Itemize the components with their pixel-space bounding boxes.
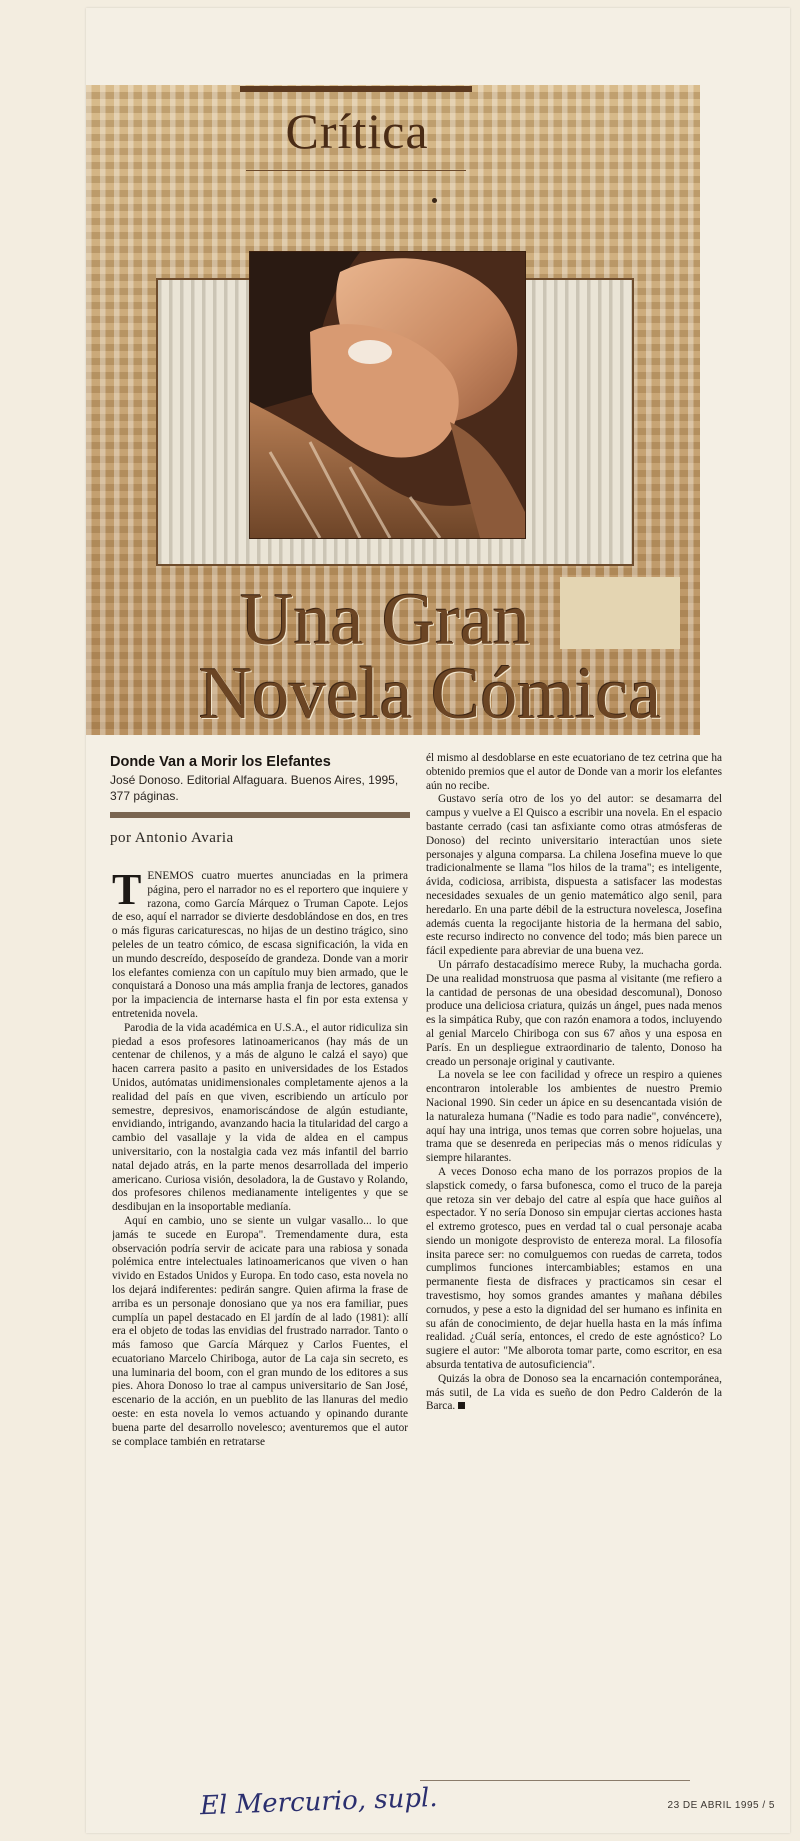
article-paragraph: La novela se lee con facilidad y ofrece un respiro a quienes encontraron intolerable los ambientes de nuestro Premio Nacional 1990. Sin ceder un ápice en su desencantada visión de la naturaleza humana ("Nadie es todo para nadie", convénceте), aquí hay una intriga, unos temas que corren sobre hojuelas, una trama que se desenreda en peripecias más o menos ridículas y siempre hilarantes. [426, 1069, 722, 1165]
article-paragraph: Parodia de la vida académica en U.S.A., el autor ridiculiza sin piedad a esos profesores latinoamericanos (hay más de un centenar de chilenos, y a más de alguno le calzá el sayo) que hacen carrera pasito a pasito en universidades de los Estados Unidos, autómatas unidimensionales completamente ajenos a la realidad del país en que viven, escribiendo un artículo por semestre, depresivos, enamoriscándose de algún estudiante, envidiando, intrigando, avanzando hacia la titularidad del cargo a cambio del vasallaje y la vida de aldea en el campus universitario, con la nostalgia cada vez más infantil del barrio natal dejado atrás, en la parte menos desarrollada del imperio americano. Curiosa visión, desoladora, la de Gustavo y Rolando, dos profesores chilenos medianamente inteligentes y que se desdibujan en la insoportable medianía. [112, 1021, 408, 1214]
article-paragraph: Un párrafo destacadísimo merece Ruby, la muchacha gorda. De una realidad monstruosa que pasma al visitante (me refiero a la cantidad de personas de una obesidad descomunal), Donoso produce una deliciosa criatura, quizás un ángel, pues nada menos es la simpática Ruby, que con razón enamora a todos, incluyendo al genial Marcelo Chiriboga con sus 67 años y una esposa en París. En un despliegue extraordinario de talento, Donoso ha creado un personaje original y cautivante. [426, 958, 722, 1068]
paragraph-text: Quizás la obra de Donoso sea la encarnación contemporánea, más sutil, de La vida es sueño de don Pedro Calderón de la Barca. [426, 1372, 722, 1413]
footer-date: 23 DE ABRIL 1995 / 5 [667, 1800, 775, 1811]
illustration-image [249, 251, 526, 539]
article-column-left [112, 870, 408, 1775]
article-paragraph: Gustavo sería otro de los yo del autor: se desamarra del campus y vuelve a El Quisco a escribir una novela. En el espacio bastante cerrado (casi tan asfixiante como otras atmósferas de Donoso) del recinto universitario interactúan unos siete personajes y alguna comparsa. La chilena Josefina mueve lo que tradicionalmente se llama "los hilos de la trama"; es inteligente, ávida, codiciosa, arribista, dispuesta a satisfacer las modestas necesidades sexuales de un genio matemático algo senil, para heredarlo. En una parte débil de la estructura novelesca, Josefina además cuenta la regocijante historia de la hermana del sabio, este recurso indirecto no convence del todo; más bien parece un fácil expediente para abreviar de una buena vez. [426, 793, 722, 958]
article-paragraph: él mismo al desdoblarse en este ecuatoriano de tez cetrina que ha obtenido premios que el autor de Donde van a morir los elefantes aún no recibe. [426, 752, 722, 792]
byline: por Antonio Avaria [110, 830, 234, 846]
paragraph-text: ENEMOS cuatro muertes anunciadas en la primera página, pero el narrador no es el reportero que inquiere y razona, como García Márquez o Truman Capote. Lejos de eso, aquí el narrador se divierte desdoblándose en dos, en tres o más figuras caricaturescas, no hijas de un destino trágico, sino peleles de un teatro cómico, de escasa significación, la vida en un mundo descreído, desposeído de grandeza. Donde van a morir los elefantes comienza con un capítulo muy bien armado, que le conquistará a Donoso una más amplia franja de lectores, ganados por la impaciencia de internarse hasta el fin por esta extensa y entretenida novela. [112, 870, 408, 1020]
drop-cap: T [112, 870, 142, 914]
headline-blank-block [560, 577, 680, 649]
handwritten-source-note: El Mercurio, supl. [199, 1782, 439, 1822]
title-rule [246, 170, 466, 171]
end-mark-icon [458, 1402, 465, 1409]
footer-rule [420, 1780, 690, 1781]
article-column-right [426, 752, 722, 1775]
section-title: Crítica [285, 103, 429, 159]
ornament-dot [432, 198, 437, 203]
byline-rule [110, 812, 410, 818]
article-paragraph [426, 1373, 722, 1414]
book-meta: José Donoso. Editorial Alfaguara. Buenos Aires, 1995, 377 páginas. [110, 773, 399, 803]
top-rule [240, 86, 472, 92]
headline-line-1: Una Gran [240, 579, 530, 661]
article-paragraph [112, 870, 408, 1022]
article-paragraph: Aquí en cambio, uno se siente un vulgar vasallo... lo que jamás te sucede en Europa". Tremendamente dura, esta observación podría servir de acicate para una rabiosa y sonada polémica entre intelectuales latinoamericanos que viven o han vivido en Estados Unidos y Europa. En todo caso, esta novela no los dejará indiferentes: pedirán sangre. Quien afirma la frase de arriba es un personaje donosiano que ya nos era familiar, pues cumplía un papel destacado en El jardín de al lado (1981): allí era el objeto de todas las envidias del frustrado narrador. Tanto o más famoso que García Márquez y Carlos Fuentes, el ecuatoriano Marcelo Chiriboga, autor de La caja sin secreto, es una luminaria del boom, con el gran mundo de los editores a sus pies. Ahora Donoso lo trae al campus universitario de San José, escenario de la acción, en un pueblito de las llanuras del medio oeste: en esta novela lo vemos actuando y opinando durante buena parte del desarrollo novelesco; aventuremos que el autor se complace también en retratarse [112, 1214, 408, 1448]
headline-line-2: Novela Cómica [198, 653, 662, 735]
article-paragraph: A veces Donoso echa mano de los porrazos propios de la slapstick comedy, o farsa bufonesca, como el truco de la pareja que retoza sin ver debajo del catre al espía que hace guiños al espectador. Y no sería Donoso sin empujar ciertas acciones hasta el extremo grotesco, pues en verdad tal o cual personaje acaba siendo un monigote desprovisto de entereza moral. La filosofía insita parece ser: no comulguemos con ruedas de carreta, todos cumplimos funciones intercambiables; estamos en una permanente fiesta de disfraces y practicamos sin cesar el travestismo, hoy somos grandes amantes y mañana débiles cornudos, y pese a esto la dignidad del ser humano es infinita en su afán de conocimiento, de dejar huella hasta en la más ínfima realidad. ¿Cuál sería, entonces, el credo de este agnóstico? Lo sugiere el autor: "Me alborota tomar parte, como escritor, en esa absurda tentativa de autosuficiencia". [426, 1165, 722, 1372]
book-title: Donde Van a Morir los Elefantes [110, 754, 331, 770]
